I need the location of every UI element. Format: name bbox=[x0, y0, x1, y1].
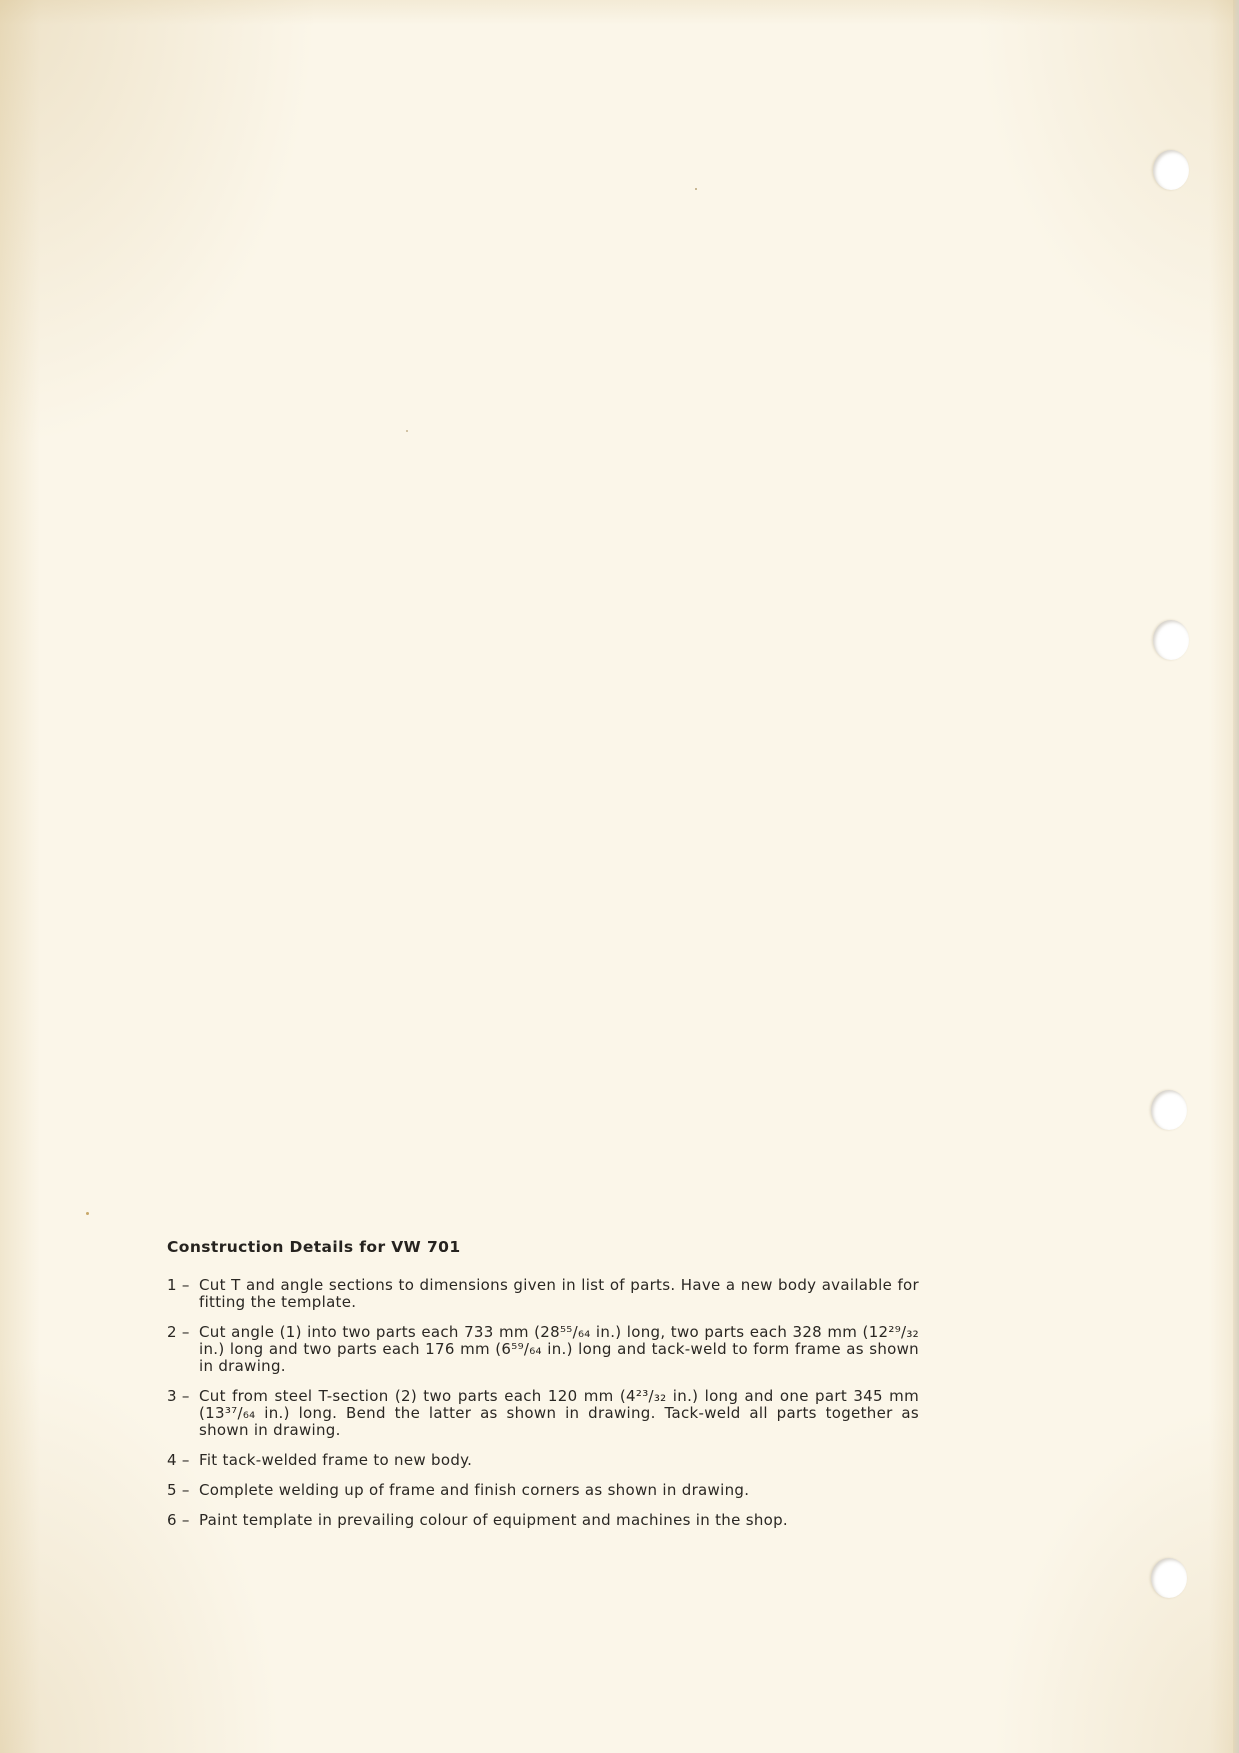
punch-hole bbox=[1151, 1090, 1187, 1130]
step-text: Paint template in prevailing colour of equipment and machines in the shop. bbox=[199, 1511, 788, 1529]
step-text: Cut angle (1) into two parts each 733 mm (28⁵⁵/₆₄ in.) long, two parts each 328 mm (12²⁹/₃₂ in.) long and two parts each 176 mm (6⁵⁹/₆₄ in.) long and tack-weld to form frame as shown in drawing. bbox=[199, 1323, 919, 1375]
step-item bbox=[167, 1388, 919, 1439]
step-number: 5 – bbox=[167, 1481, 190, 1499]
step-number: 6 – bbox=[167, 1511, 190, 1529]
step-item bbox=[167, 1277, 919, 1311]
step-text: Complete welding up of frame and finish corners as shown in drawing. bbox=[199, 1481, 750, 1499]
punch-hole bbox=[1153, 150, 1189, 190]
punch-hole bbox=[1153, 620, 1189, 660]
step-text: Fit tack-welded frame to new body. bbox=[199, 1451, 473, 1469]
page-edge bbox=[1233, 0, 1239, 1753]
step-number: 2 – bbox=[167, 1323, 190, 1341]
step-item bbox=[167, 1324, 919, 1375]
paper-speck bbox=[406, 430, 408, 432]
step-item bbox=[167, 1482, 919, 1499]
step-text: Cut from steel T-section (2) two parts each 120 mm (4²³/₃₂ in.) long and one part 345 mm (13³⁷/₆₄ in.) long. Bend the latter as shown in drawing. Tack-weld all parts together as shown in drawing. bbox=[199, 1387, 919, 1439]
step-number: 1 – bbox=[167, 1276, 190, 1294]
step-item bbox=[167, 1512, 919, 1529]
punch-hole bbox=[1151, 1558, 1187, 1598]
section-heading: Construction Details for VW 701 bbox=[167, 1238, 461, 1256]
step-text: Cut T and angle sections to dimensions given in list of parts. Have a new body available for fitting the template. bbox=[199, 1276, 919, 1311]
step-number: 3 – bbox=[167, 1387, 190, 1405]
step-number: 4 – bbox=[167, 1451, 190, 1469]
steps-list bbox=[167, 1277, 919, 1529]
paper-speck bbox=[86, 1212, 89, 1215]
step-item bbox=[167, 1452, 919, 1469]
construction-details-section bbox=[167, 1238, 919, 1542]
paper-speck bbox=[695, 188, 697, 190]
